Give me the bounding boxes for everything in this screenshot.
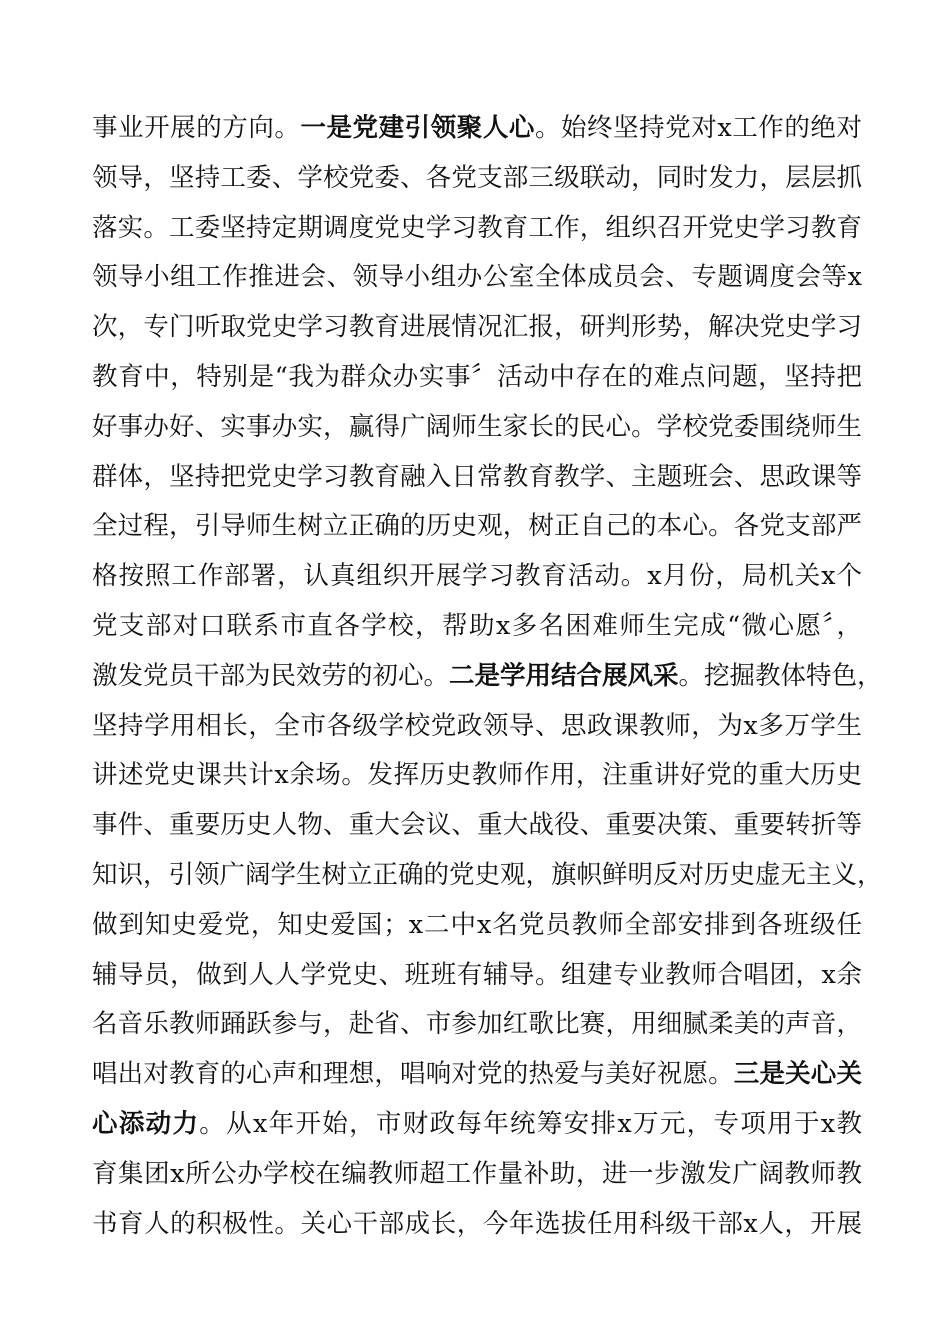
- text-segment: 。挖掘教体特色，: [678, 660, 883, 691]
- text-segment: 做到知史爱党，知史爱国；x二中x名党员教师全部安排到各班级任: [92, 909, 862, 940]
- text-line-12: [92, 652, 883, 702]
- text-line-7: [92, 403, 862, 453]
- text-line-22: [92, 1150, 862, 1200]
- text-line-19: [92, 1000, 862, 1050]
- bold-heading-3: 三是关心关: [733, 1059, 862, 1090]
- text-segment: 。从x年开始，市财政每年统筹安排x万元，专项用于x教: [199, 1108, 862, 1139]
- text-line-15: [92, 801, 862, 851]
- text-line-4: [92, 253, 862, 303]
- text-line-10: [92, 552, 862, 602]
- text-line-20: [92, 1050, 862, 1100]
- text-segment: 事业开展的方向。: [92, 113, 301, 143]
- text-segment: 落实。工委坚持定期调度党史学习教育工作，组织召开党史学习教育: [92, 212, 862, 243]
- text-segment: 知识，引领广阔学生树立正确的党史观，旗帜鲜明反对历史虚无主义，: [92, 859, 883, 890]
- text-segment: 格按照工作部署，认真组织开展学习教育活动。x月份，局机关x个: [92, 561, 862, 592]
- bold-heading-3-cont: 心添动力: [92, 1108, 200, 1139]
- text-segment: 领导小组工作推进会、领导小组办公室全体成员会、专题调度会等x: [92, 262, 862, 293]
- text-segment: 书育人的积极性。关心干部成长，今年选拔任用科级干部x人，开展: [92, 1208, 862, 1239]
- text-segment: 名音乐教师踊跃参与，赴省、市参加红歌比赛，用细腻柔美的声音，: [92, 1009, 862, 1040]
- text-segment: 好事办好、实事办实，赢得广阔师生家长的民心。学校党委围绕师生: [92, 411, 862, 442]
- text-segment: 辅导员，做到人人学党史、班班有辅导。组建专业教师合唱团，x余: [92, 959, 862, 990]
- document-body: [92, 104, 883, 1249]
- text-segment: 育集团x所公办学校在编教师超工作量补助，进一步激发广阔教师教: [92, 1158, 862, 1189]
- bold-heading-1: 一是党建引领聚人心: [300, 113, 535, 143]
- text-segment: 事件、重要历史人物、重大会议、重大战役、重要决策、重要转折等: [92, 810, 862, 841]
- text-line-5: [92, 303, 862, 353]
- text-segment: 全过程，引导师生树立正确的历史观，树正自己的本心。各党支部严: [92, 511, 862, 542]
- text-line-14: [92, 751, 862, 801]
- text-line-17: [92, 901, 862, 951]
- text-line-1: [92, 104, 862, 154]
- text-line-2: [92, 154, 862, 204]
- text-line-9: [92, 502, 862, 552]
- text-segment: 唱出对教育的心声和理想，唱响对党的热爱与美好祝愿。: [92, 1059, 734, 1090]
- text-line-8: [92, 453, 862, 503]
- text-line-6: [92, 353, 862, 403]
- text-line-23: [92, 1200, 862, 1250]
- text-line-16: [92, 851, 883, 901]
- bold-heading-2: 二是学用结合展风采: [449, 660, 679, 691]
- text-line-21: [92, 1100, 862, 1150]
- text-segment: 群体，坚持把党史学习教育融入日常教育教学、主题班会、思政课等: [92, 461, 862, 492]
- text-segment: 讲述党史课共计x余场。发挥历史教师作用，注重讲好党的重大历史: [92, 760, 862, 791]
- text-line-13: [92, 702, 862, 752]
- text-segment: 次，专门听取党史学习教育进展情况汇报，研判形势，解决党史学习: [92, 312, 862, 343]
- text-segment: 坚持学用相长，全市各级学校党政领导、思政课教师，为x多万学生: [92, 710, 862, 741]
- text-line-3: [92, 204, 862, 254]
- text-segment: 党支部对口联系市直各学校，帮助x多名困难师生完成“微心愿〞，: [92, 610, 862, 641]
- text-segment: 领导，坚持工委、学校党委、各党支部三级联动，同时发力，层层抓: [92, 162, 862, 193]
- text-segment: 激发党员干部为民效劳的初心。: [92, 660, 450, 691]
- text-segment: 教育中，特别是“我为群众办实事〞活动中存在的难点问题，坚持把: [92, 361, 862, 392]
- text-line-18: [92, 951, 862, 1001]
- text-line-11: [92, 602, 862, 652]
- text-segment: 。始终坚持党对x工作的绝对: [534, 113, 862, 143]
